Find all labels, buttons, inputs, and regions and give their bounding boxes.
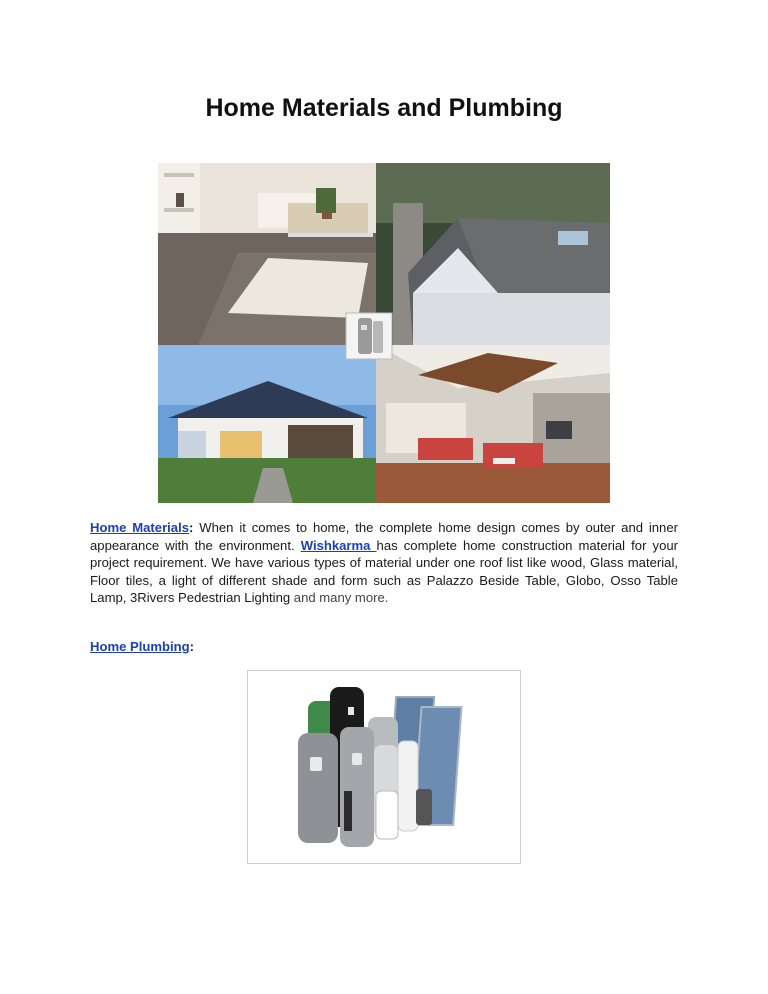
page-title: Home Materials and Plumbing [205,94,563,122]
home-materials-link[interactable]: Home Materials [90,520,190,535]
interior-living-room-photo [158,163,376,345]
house-roof-photo [376,163,610,345]
home-materials-collage-image [158,163,610,503]
colon: : [189,520,194,535]
modern-house-photo [158,345,376,503]
home-materials-paragraph [90,519,678,607]
paragraph-text-1: When it comes to home, the complete home design comes by outer and inner appearance with the environment. [90,520,678,553]
paragraph-text-2: has complete home construction material for your project requirement. We have various types of material under one roof list like wood, Glass material, Floor tiles, a light of different shade and form such as Palazzo Beside Table, Globo, Osso Table Lamp, 3Rivers Pedestrian Lighting [90,537,678,605]
colon: : [189,639,195,654]
home-plumbing-heading [90,639,194,654]
modern-living-room-photo [376,345,610,503]
water-heater-inset-image [346,313,392,359]
tankless-unit [416,789,432,825]
gray-tank-front [298,733,338,843]
paragraph-text-3: and many more. [290,590,389,605]
wishkarma-link[interactable]: Wishkarma [300,537,377,553]
home-plumbing-link[interactable]: Home Plumbing [90,639,190,654]
water-heaters-image [247,670,521,864]
